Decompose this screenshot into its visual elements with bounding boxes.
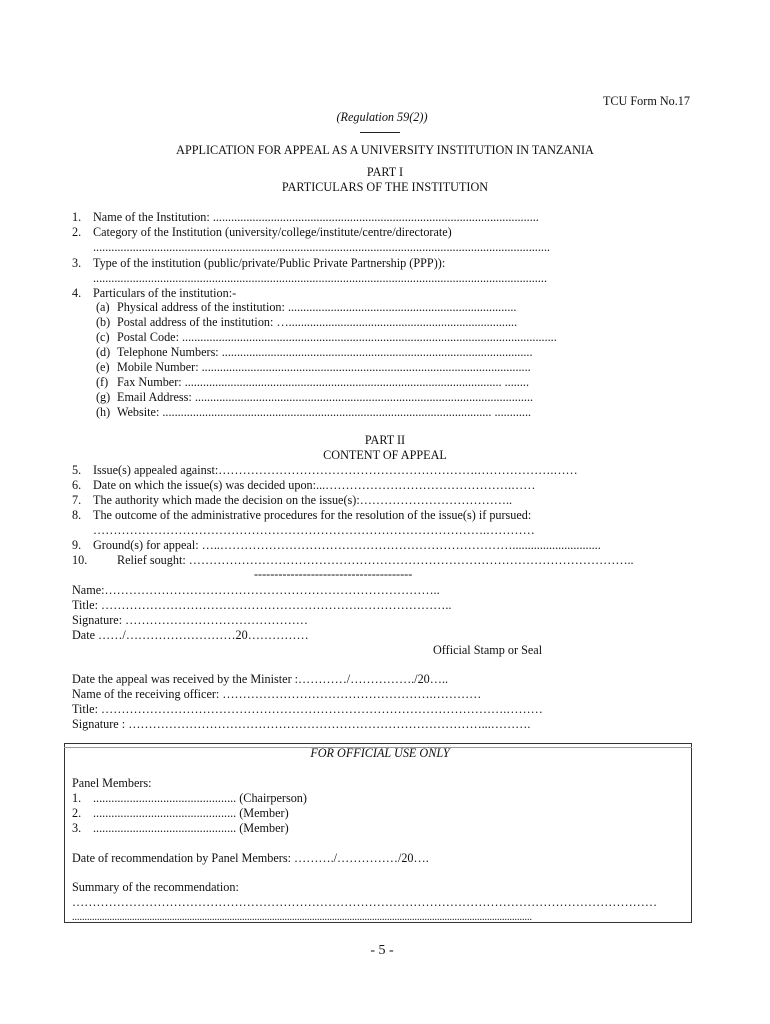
item-number: 7. bbox=[72, 493, 82, 507]
field-panel-member[interactable]: ............................................... (Member) bbox=[93, 821, 289, 835]
sub-item-label: (c) bbox=[96, 330, 110, 344]
sub-item-label: (h) bbox=[96, 405, 111, 419]
field-panel-chairperson[interactable]: ............................................... (Chairperson) bbox=[93, 791, 307, 805]
section-separator: --------------------------------------- bbox=[254, 567, 413, 581]
field-applicant-signature[interactable]: Signature: ……………………………………… bbox=[72, 613, 308, 627]
item-number: 6. bbox=[72, 478, 82, 492]
part1-heading: PART I bbox=[366, 165, 404, 179]
part2-heading: PART II bbox=[364, 433, 406, 447]
administrative-outcome-label: The outcome of the administrative procedures for the resolution of the issue(s) if pursued: bbox=[93, 508, 532, 522]
field-fax[interactable]: Fax Number: ........................................................................................................ ........ bbox=[117, 375, 529, 389]
field-applicant-name[interactable]: Name:……………………………………………………………………….. bbox=[72, 583, 440, 597]
field-receiving-officer[interactable]: Name of the receiving officer: …………………………………………….………… bbox=[72, 687, 482, 701]
field-deciding-authority[interactable]: The authority which made the decision on the issue(s):……………………………….. bbox=[93, 493, 513, 507]
official-use-heading: FOR OFFICIAL USE ONLY bbox=[310, 746, 450, 760]
field-institution-name[interactable]: Name of the Institution: ........................................................................................................... bbox=[93, 210, 539, 224]
item-number: 2. bbox=[72, 806, 82, 820]
field-postal-address[interactable]: Postal address of the institution: …........................................................................... bbox=[117, 315, 518, 329]
part2-title: CONTENT OF APPEAL bbox=[323, 448, 447, 462]
item-number: 2. bbox=[72, 225, 82, 239]
sub-item-label: (g) bbox=[96, 390, 111, 404]
field-relief-sought[interactable]: Relief sought: ……………………………………………………………………………………………….. bbox=[117, 553, 634, 567]
field-website[interactable]: Website: ............................................................................................................ ............ bbox=[117, 405, 532, 419]
page-number: - 5 - bbox=[370, 943, 394, 958]
institution-particulars-label: Particulars of the institution:- bbox=[93, 286, 237, 300]
title-divider bbox=[360, 132, 400, 133]
item-number: 8. bbox=[72, 508, 82, 522]
item-number: 1. bbox=[72, 791, 82, 805]
item-number: 4. bbox=[72, 286, 82, 300]
field-institution-category[interactable]: ...................................................................................................................................................... bbox=[93, 240, 551, 254]
sub-item-label: (a) bbox=[96, 300, 110, 314]
sub-item-label: (b) bbox=[96, 315, 111, 329]
item-number: 9. bbox=[72, 538, 82, 552]
sub-item-label: (f) bbox=[96, 375, 109, 389]
institution-category-label: Category of the Institution (university/college/institute/centre/directorate) bbox=[93, 225, 452, 239]
sub-item-label: (d) bbox=[96, 345, 111, 359]
part1-title: PARTICULARS OF THE INSTITUTION bbox=[281, 180, 489, 194]
field-summary-line[interactable]: ……………………………………………………………………………………………………………………………… bbox=[72, 895, 657, 909]
form-number: TCU Form No.17 bbox=[602, 94, 690, 108]
field-mobile[interactable]: Mobile Number: ............................................................................................................ bbox=[117, 360, 531, 374]
item-number: 10. bbox=[72, 553, 88, 567]
field-grounds-for-appeal[interactable]: Ground(s) for appeal: …..………………………………………………………………............................. bbox=[93, 538, 601, 552]
field-postal-code[interactable]: Postal Code: ........................................................................................................................... bbox=[117, 330, 557, 344]
official-stamp-label: Official Stamp or Seal bbox=[433, 643, 543, 657]
field-receiving-title[interactable]: Title: ……………………………………………………………………………………….……… bbox=[72, 702, 543, 716]
field-applicant-title[interactable]: Title: ……………………………………………………….………………….. bbox=[72, 598, 452, 612]
field-date-of-recommendation[interactable]: Date of recommendation by Panel Members: ………./……………/20…. bbox=[72, 851, 429, 865]
field-issues-appealed[interactable]: Issue(s) appealed against:……………………………………………………….……………….…… bbox=[93, 463, 578, 477]
field-institution-type[interactable]: ..................................................................................................................................................... bbox=[93, 271, 547, 285]
field-decision-date[interactable]: Date on which the issue(s) was decided upon:...……………………………………….…… bbox=[93, 478, 536, 492]
item-number: 3. bbox=[72, 821, 82, 835]
item-number: 1. bbox=[72, 210, 82, 224]
panel-members-label: Panel Members: bbox=[72, 776, 152, 790]
field-summary-line[interactable]: ........................................................................................................................................................................................ bbox=[72, 912, 532, 923]
item-number: 5. bbox=[72, 463, 82, 477]
field-receiving-signature[interactable]: Signature : ……………………………………………………………………………...………. bbox=[72, 717, 531, 731]
sub-item-label: (e) bbox=[96, 360, 110, 374]
field-panel-member[interactable]: ............................................... (Member) bbox=[93, 806, 289, 820]
institution-type-label: Type of the institution (public/private/Public Private Partnership (PPP)): bbox=[93, 256, 446, 270]
item-number: 3. bbox=[72, 256, 82, 270]
field-email[interactable]: Email Address: ............................................................................................................... bbox=[117, 390, 534, 404]
field-applicant-date[interactable]: Date ……/………………………20…………… bbox=[72, 628, 309, 642]
field-physical-address[interactable]: Physical address of the institution: ........................................................................... bbox=[117, 300, 517, 314]
form-title: APPLICATION FOR APPEAL AS A UNIVERSITY INSTITUTION IN TANZANIA bbox=[176, 143, 594, 157]
field-telephone[interactable]: Telephone Numbers: ...................................................................................................... bbox=[117, 345, 533, 359]
field-administrative-outcome[interactable]: …………………………………………………………………………………….………… bbox=[93, 523, 535, 537]
field-date-received[interactable]: Date the appeal was received by the Minister :…………/……………./20….. bbox=[72, 672, 449, 686]
summary-label: Summary of the recommendation: bbox=[72, 880, 239, 894]
regulation-reference: (Regulation 59(2)) bbox=[336, 110, 428, 124]
